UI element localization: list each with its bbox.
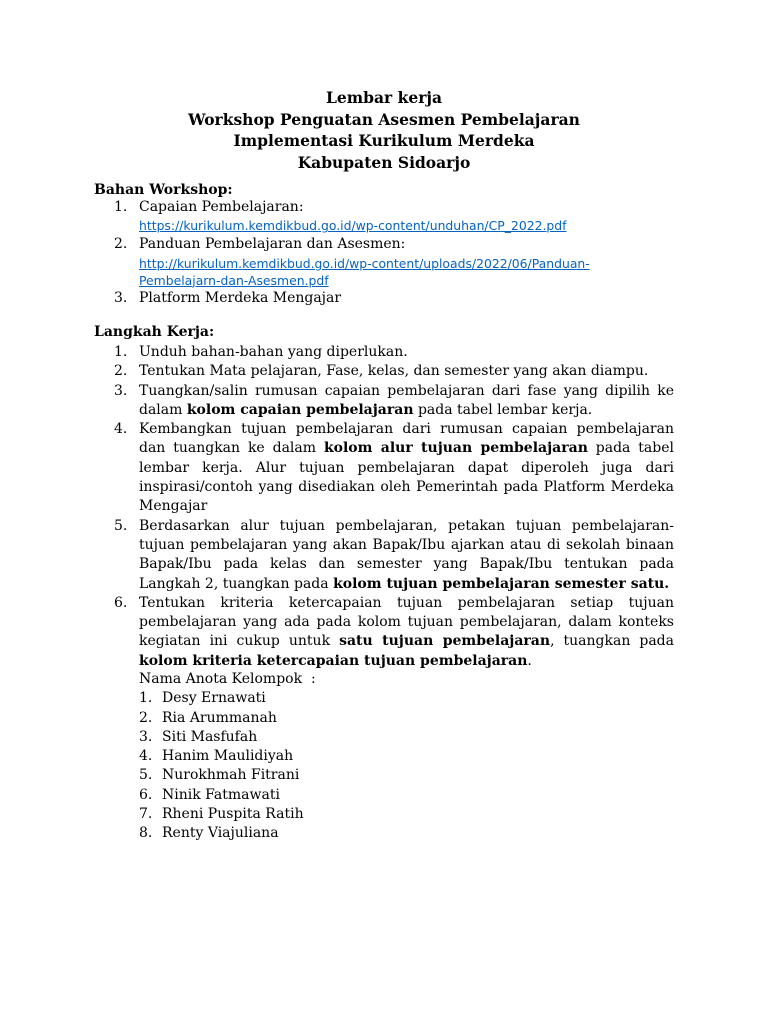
list-number: 2. [114, 363, 128, 380]
list-item [94, 198, 674, 234]
bahan-heading: Bahan Workshop: [94, 182, 233, 198]
panduan-link-line-2: Pembelajarn-dan-Asesmen.pdf [139, 272, 329, 288]
list-item [94, 594, 674, 671]
kelompok-section [139, 670, 439, 844]
member-item: 6. Ninik Fatmawati [139, 786, 280, 803]
list-item [94, 420, 674, 516]
member-name: Renty Viajuliana [162, 825, 279, 842]
document-title [94, 87, 674, 173]
list-number: 5. [114, 517, 128, 534]
member-item: 5. Nurokhmah Fitrani [139, 767, 300, 784]
member-name: Hanim Maulidiyah [162, 748, 294, 765]
list-number: 1. [114, 344, 128, 360]
bahan-label: Capaian Pembelajaran: [139, 199, 304, 215]
member-item: 3. Siti Masfufah [139, 728, 258, 745]
member-name: Ria Arummanah [162, 709, 277, 726]
list-item [94, 517, 674, 594]
member-name: Rheni Puspita Ratih [162, 806, 304, 823]
bold-phrase: kolom alur tujuan pembelajaran [323, 440, 588, 457]
bahan-list [94, 198, 674, 308]
member-name: Desy Ernawati [162, 690, 266, 707]
member-item: 4. Hanim Maulidiyah [139, 748, 294, 765]
langkah-list [94, 343, 674, 671]
list-number: 3. [114, 289, 128, 306]
bahan-label: Platform Merdeka Mengajar [139, 289, 342, 306]
list-number: 1. [114, 199, 128, 215]
bold-phrase: satu tujuan pembelajaran [339, 633, 551, 650]
member-name: Siti Masfufah [162, 728, 258, 745]
step-text: Berdasarkan alur tujuan pembelajaran, petakan tujuan pembelajaran-tujuan pembelajaran yang akan Bapak/Ibu ajarkan atau di sekolah binaan Bapak/Ibu pada kelas dan semester yang Bapak/Ibu tentukan pada Langkah 2, tuangkan pada kolom tujuan pembelajaran semester satu. [139, 517, 674, 592]
list-number: 2. [114, 236, 128, 253]
step-text: Tentukan Mata pelajaran, Fase, kelas, dan semester yang akan diampu. [139, 363, 649, 380]
bold-phrase: kolom capaian pembelajaran [186, 401, 414, 418]
list-item [94, 343, 674, 362]
cp-link[interactable]: https://kurikulum.kemdikbud.go.id/wp-content/unduhan/CP_2022.pdf [139, 218, 567, 234]
langkah-heading: Langkah Kerja: [94, 324, 215, 340]
member-name: Ninik Fatmawati [162, 786, 280, 803]
step-text: Tentukan kriteria ketercapaian tujuan pembelajaran setiap tujuan pembelajaran yang ada pada kolom tujuan pembelajaran, dalam konteks kegiatan ini cukup untuk satu tujuan pembelajaran, tuangkan pada kolom kriteria ketercapaian tujuan pembelajaran. [139, 594, 674, 669]
title-line-1: Lembar kerja [325, 88, 443, 107]
list-number: 6. [114, 594, 128, 611]
list-number: 4. [114, 421, 128, 438]
title-line-4: Kabupaten Sidoarjo [297, 152, 471, 172]
step-text: Kembangkan tujuan pembelajaran dari rumusan capaian pembelajaran dan tuangkan ke dalam kolom alur tujuan pembelajaran pada tabel lembar kerja. Alur tujuan pembelajaran dapat diperoleh juga dari inspirasi/contoh yang disediakan oleh Pemerintah pada Platform Merdeka Mengajar [139, 421, 674, 515]
member-item: 8. Renty Viajuliana [139, 825, 279, 842]
title-line-3: Implementasi Kurikulum Merdeka [233, 131, 535, 150]
member-item: 2. Ria Arummanah [139, 709, 277, 726]
member-name: Nurokhmah Fitrani [162, 767, 300, 784]
member-item: 7. Rheni Puspita Ratih [139, 806, 304, 823]
step-text: Tuangkan/salin rumusan capaian pembelajaran dari fase yang dipilih ke dalam kolom capaian pembelajaran pada tabel lembar kerja. [139, 382, 674, 418]
panduan-link-line-1: http://kurikulum.kemdikbud.go.id/wp-content/uploads/2022/06/Panduan- [139, 255, 590, 271]
list-item [94, 235, 674, 288]
list-item [94, 289, 674, 308]
list-item [94, 382, 674, 421]
title-line-2: Workshop Penguatan Asesmen Pembelajaran [188, 109, 580, 129]
bold-phrase: kolom kriteria ketercapaian tujuan pembelajaran [139, 652, 528, 669]
step-text: Unduh bahan-bahan yang diperlukan. [139, 344, 408, 360]
list-item [94, 362, 674, 381]
bahan-label: Panduan Pembelajaran dan Asesmen: [139, 236, 406, 253]
bold-phrase: kolom tujuan pembelajaran semester satu. [333, 575, 670, 592]
list-number: 3. [114, 382, 128, 399]
kelompok-heading: Nama Anota Kelompok : [139, 671, 316, 687]
member-item: 1. Desy Ernawati [139, 690, 266, 707]
panduan-link[interactable] [139, 255, 674, 289]
